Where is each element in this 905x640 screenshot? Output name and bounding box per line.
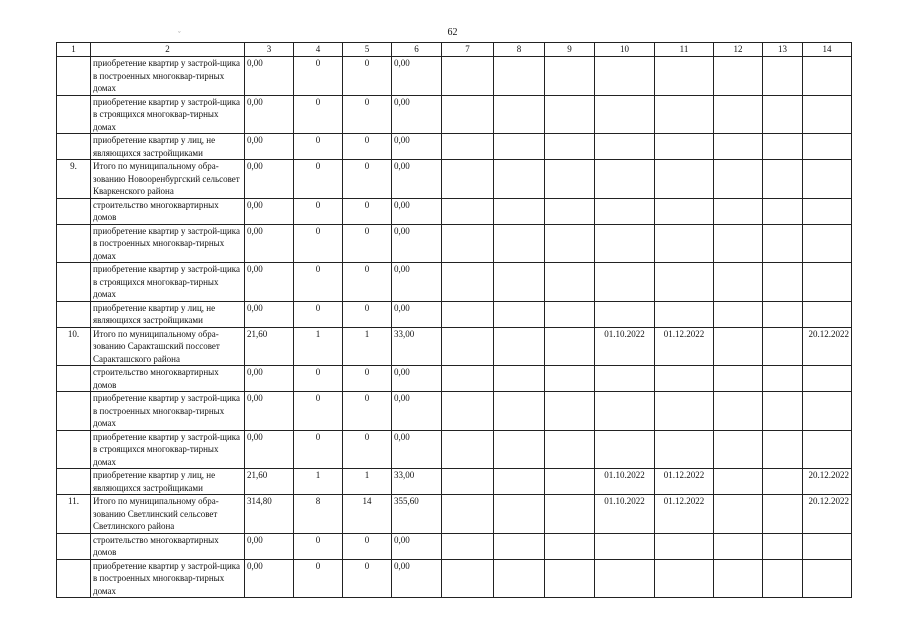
value-cell-7	[442, 57, 494, 96]
value-cell-9	[545, 134, 595, 160]
value-cell-4: 0	[294, 57, 343, 96]
value-cell-4: 0	[294, 392, 343, 431]
value-cell-10	[595, 392, 655, 431]
column-header-7: 7	[442, 43, 494, 57]
value-cell-13	[763, 301, 803, 327]
value-cell-9	[545, 495, 595, 534]
value-cell-13	[763, 134, 803, 160]
value-cell-6: 0,00	[392, 559, 442, 598]
value-cell-6: 0,00	[392, 198, 442, 224]
value-cell-4: 1	[294, 469, 343, 495]
row-number-cell	[57, 559, 91, 598]
value-cell-5: 0	[343, 224, 392, 263]
value-cell-7	[442, 301, 494, 327]
value-cell-4: 8	[294, 495, 343, 534]
value-cell-10	[595, 198, 655, 224]
value-cell-13	[763, 559, 803, 598]
value-cell-3: 0,00	[245, 95, 294, 134]
table-row	[57, 327, 852, 366]
value-cell-13	[763, 495, 803, 534]
value-cell-14	[803, 224, 852, 263]
value-cell-8	[494, 198, 545, 224]
value-cell-4: 0	[294, 95, 343, 134]
value-cell-13	[763, 533, 803, 559]
column-header-3: 3	[245, 43, 294, 57]
value-cell-11	[655, 366, 714, 392]
value-cell-12	[714, 495, 763, 534]
table-row	[57, 392, 852, 431]
value-cell-10	[595, 533, 655, 559]
table-row	[57, 495, 852, 534]
value-cell-6: 0,00	[392, 263, 442, 302]
value-cell-3: 0,00	[245, 301, 294, 327]
value-cell-11	[655, 224, 714, 263]
value-cell-3: 0,00	[245, 224, 294, 263]
value-cell-5: 0	[343, 430, 392, 469]
value-cell-5: 0	[343, 134, 392, 160]
value-cell-12	[714, 198, 763, 224]
table-row	[57, 469, 852, 495]
value-cell-14	[803, 533, 852, 559]
value-cell-13	[763, 469, 803, 495]
value-cell-13	[763, 160, 803, 199]
program-table	[56, 42, 852, 598]
value-cell-10	[595, 134, 655, 160]
value-cell-13	[763, 430, 803, 469]
value-cell-7	[442, 366, 494, 392]
value-cell-6: 0,00	[392, 57, 442, 96]
value-cell-4: 0	[294, 134, 343, 160]
value-cell-11: 01.12.2022	[655, 469, 714, 495]
value-cell-3: 0,00	[245, 134, 294, 160]
row-name-cell: строительство многоквартирных домов	[91, 533, 245, 559]
row-name-cell: строительство многоквартирных домов	[91, 366, 245, 392]
value-cell-13	[763, 198, 803, 224]
value-cell-10	[595, 301, 655, 327]
value-cell-5: 0	[343, 160, 392, 199]
table-row	[57, 134, 852, 160]
row-number-cell	[57, 430, 91, 469]
value-cell-12	[714, 533, 763, 559]
value-cell-8	[494, 57, 545, 96]
value-cell-6: 0,00	[392, 533, 442, 559]
table-row	[57, 198, 852, 224]
value-cell-5: 0	[343, 301, 392, 327]
value-cell-10: 01.10.2022	[595, 327, 655, 366]
value-cell-9	[545, 160, 595, 199]
value-cell-6: 0,00	[392, 160, 442, 199]
value-cell-12	[714, 263, 763, 302]
value-cell-7	[442, 392, 494, 431]
column-header-12: 12	[714, 43, 763, 57]
value-cell-11	[655, 392, 714, 431]
value-cell-3: 0,00	[245, 430, 294, 469]
value-cell-6: 0,00	[392, 430, 442, 469]
value-cell-3: 0,00	[245, 198, 294, 224]
row-name-cell: Итого по муниципальному обра-зованию Саракташский поссовет Саракташского района	[91, 327, 245, 366]
row-name-cell: приобретение квартир у застрой-щика в строящихся многоквар-тирных домах	[91, 263, 245, 302]
value-cell-9	[545, 198, 595, 224]
value-cell-14	[803, 430, 852, 469]
value-cell-12	[714, 327, 763, 366]
value-cell-9	[545, 430, 595, 469]
row-number-cell	[57, 301, 91, 327]
value-cell-8	[494, 327, 545, 366]
value-cell-8	[494, 533, 545, 559]
value-cell-5: 0	[343, 559, 392, 598]
value-cell-10	[595, 430, 655, 469]
value-cell-12	[714, 57, 763, 96]
value-cell-10: 01.10.2022	[595, 469, 655, 495]
value-cell-10	[595, 224, 655, 263]
value-cell-7	[442, 495, 494, 534]
row-number-cell: 9.	[57, 160, 91, 199]
value-cell-6: 33,00	[392, 469, 442, 495]
value-cell-14	[803, 198, 852, 224]
value-cell-10	[595, 366, 655, 392]
column-header-5: 5	[343, 43, 392, 57]
value-cell-6: 0,00	[392, 366, 442, 392]
value-cell-5: 14	[343, 495, 392, 534]
value-cell-14	[803, 134, 852, 160]
value-cell-7	[442, 559, 494, 598]
value-cell-12	[714, 134, 763, 160]
column-header-11: 11	[655, 43, 714, 57]
column-header-9: 9	[545, 43, 595, 57]
value-cell-14: 20.12.2022	[803, 469, 852, 495]
table-row	[57, 263, 852, 302]
value-cell-8	[494, 301, 545, 327]
value-cell-14	[803, 57, 852, 96]
column-header-13: 13	[763, 43, 803, 57]
value-cell-5: 0	[343, 57, 392, 96]
value-cell-13	[763, 57, 803, 96]
value-cell-13	[763, 263, 803, 302]
value-cell-5: 0	[343, 392, 392, 431]
value-cell-11	[655, 57, 714, 96]
value-cell-7	[442, 160, 494, 199]
value-cell-11	[655, 160, 714, 199]
value-cell-9	[545, 263, 595, 302]
row-number-cell	[57, 198, 91, 224]
row-number-cell	[57, 224, 91, 263]
value-cell-14	[803, 160, 852, 199]
value-cell-9	[545, 559, 595, 598]
value-cell-11	[655, 95, 714, 134]
value-cell-3: 0,00	[245, 559, 294, 598]
value-cell-10: 01.10.2022	[595, 495, 655, 534]
value-cell-14: 20.12.2022	[803, 495, 852, 534]
value-cell-7	[442, 430, 494, 469]
column-header-6: 6	[392, 43, 442, 57]
table-row	[57, 559, 852, 598]
value-cell-7	[442, 533, 494, 559]
column-header-10: 10	[595, 43, 655, 57]
value-cell-3: 0,00	[245, 392, 294, 431]
table-row	[57, 366, 852, 392]
value-cell-3: 21,60	[245, 327, 294, 366]
column-number-row	[57, 43, 852, 57]
value-cell-3: 0,00	[245, 160, 294, 199]
table-row	[57, 160, 852, 199]
value-cell-7	[442, 469, 494, 495]
value-cell-11	[655, 533, 714, 559]
row-name-cell: приобретение квартир у лиц, не являющихся застройщиками	[91, 301, 245, 327]
value-cell-8	[494, 495, 545, 534]
value-cell-9	[545, 224, 595, 263]
value-cell-13	[763, 95, 803, 134]
value-cell-3: 0,00	[245, 263, 294, 302]
value-cell-4: 0	[294, 263, 343, 302]
row-name-cell: приобретение квартир у застрой-щика в построенных многоквар-тирных домах	[91, 57, 245, 96]
column-header-8: 8	[494, 43, 545, 57]
column-header-4: 4	[294, 43, 343, 57]
value-cell-4: 0	[294, 366, 343, 392]
value-cell-12	[714, 160, 763, 199]
row-number-cell	[57, 366, 91, 392]
row-name-cell: приобретение квартир у застрой-щика в построенных многоквар-тирных домах	[91, 224, 245, 263]
value-cell-8	[494, 469, 545, 495]
column-header-1: 1	[57, 43, 91, 57]
value-cell-9	[545, 327, 595, 366]
value-cell-11	[655, 198, 714, 224]
value-cell-6: 355,60	[392, 495, 442, 534]
value-cell-14	[803, 301, 852, 327]
value-cell-5: 0	[343, 198, 392, 224]
value-cell-14: 20.12.2022	[803, 327, 852, 366]
value-cell-11	[655, 263, 714, 302]
value-cell-10	[595, 160, 655, 199]
table-row	[57, 224, 852, 263]
value-cell-8	[494, 95, 545, 134]
row-name-cell: приобретение квартир у застрой-щика в строящихся многоквар-тирных домах	[91, 430, 245, 469]
value-cell-5: 0	[343, 263, 392, 302]
table-row	[57, 57, 852, 96]
value-cell-13	[763, 224, 803, 263]
row-name-cell: Итого по муниципальному обра-зованию Новооренбургский сельсовет Кваркенского района	[91, 160, 245, 199]
value-cell-12	[714, 469, 763, 495]
value-cell-5: 0	[343, 533, 392, 559]
value-cell-6: 0,00	[392, 95, 442, 134]
value-cell-11	[655, 430, 714, 469]
row-name-cell: приобретение квартир у лиц, не являющихся застройщиками	[91, 134, 245, 160]
value-cell-7	[442, 134, 494, 160]
value-cell-6: 33,00	[392, 327, 442, 366]
value-cell-8	[494, 160, 545, 199]
row-number-cell	[57, 57, 91, 96]
value-cell-8	[494, 263, 545, 302]
value-cell-4: 0	[294, 301, 343, 327]
value-cell-12	[714, 430, 763, 469]
value-cell-8	[494, 134, 545, 160]
value-cell-3: 314,80	[245, 495, 294, 534]
value-cell-10	[595, 95, 655, 134]
value-cell-9	[545, 57, 595, 96]
value-cell-4: 0	[294, 224, 343, 263]
row-number-cell	[57, 533, 91, 559]
row-name-cell: приобретение квартир у застрой-щика в построенных многоквар-тирных домах	[91, 392, 245, 431]
value-cell-10	[595, 559, 655, 598]
value-cell-4: 0	[294, 160, 343, 199]
value-cell-6: 0,00	[392, 392, 442, 431]
value-cell-11	[655, 559, 714, 598]
value-cell-13	[763, 327, 803, 366]
value-cell-12	[714, 301, 763, 327]
value-cell-6: 0,00	[392, 134, 442, 160]
value-cell-8	[494, 224, 545, 263]
value-cell-11	[655, 134, 714, 160]
page-number: 62	[447, 27, 458, 38]
table-row	[57, 430, 852, 469]
value-cell-5: 0	[343, 95, 392, 134]
column-header-2: 2	[91, 43, 245, 57]
row-name-cell: строительство многоквартирных домов	[91, 198, 245, 224]
column-header-14: 14	[803, 43, 852, 57]
value-cell-10	[595, 57, 655, 96]
value-cell-4: 0	[294, 430, 343, 469]
value-cell-4: 1	[294, 327, 343, 366]
value-cell-8	[494, 559, 545, 598]
row-number-cell	[57, 263, 91, 302]
row-name-cell: приобретение квартир у застрой-щика в строящихся многоквар-тирных домах	[91, 95, 245, 134]
row-number-cell: 10.	[57, 327, 91, 366]
value-cell-9	[545, 469, 595, 495]
row-name-cell: Итого по муниципальному обра-зованию Светлинский сельсовет Светлинского района	[91, 495, 245, 534]
value-cell-11	[655, 301, 714, 327]
row-number-cell	[57, 469, 91, 495]
value-cell-9	[545, 301, 595, 327]
table-row	[57, 95, 852, 134]
value-cell-10	[595, 263, 655, 302]
value-cell-7	[442, 263, 494, 302]
value-cell-12	[714, 95, 763, 134]
row-number-cell	[57, 392, 91, 431]
row-number-cell: 11.	[57, 495, 91, 534]
value-cell-14	[803, 559, 852, 598]
table-body	[57, 57, 852, 598]
value-cell-12	[714, 559, 763, 598]
value-cell-4: 0	[294, 533, 343, 559]
table-row	[57, 533, 852, 559]
value-cell-12	[714, 366, 763, 392]
value-cell-7	[442, 95, 494, 134]
value-cell-8	[494, 366, 545, 392]
row-name-cell: приобретение квартир у застрой-щика в построенных многоквар-тирных домах	[91, 559, 245, 598]
value-cell-3: 0,00	[245, 533, 294, 559]
value-cell-13	[763, 366, 803, 392]
value-cell-7	[442, 224, 494, 263]
value-cell-8	[494, 430, 545, 469]
value-cell-6: 0,00	[392, 224, 442, 263]
value-cell-9	[545, 366, 595, 392]
value-cell-12	[714, 392, 763, 431]
value-cell-14	[803, 392, 852, 431]
value-cell-8	[494, 392, 545, 431]
value-cell-5: 1	[343, 327, 392, 366]
value-cell-3: 0,00	[245, 366, 294, 392]
value-cell-7	[442, 327, 494, 366]
row-number-cell	[57, 95, 91, 134]
scan-mark: ˇ	[178, 30, 181, 39]
value-cell-4: 0	[294, 198, 343, 224]
value-cell-9	[545, 95, 595, 134]
value-cell-9	[545, 392, 595, 431]
value-cell-5: 0	[343, 366, 392, 392]
value-cell-14	[803, 95, 852, 134]
value-cell-7	[442, 198, 494, 224]
value-cell-13	[763, 392, 803, 431]
table-row	[57, 301, 852, 327]
value-cell-5: 1	[343, 469, 392, 495]
value-cell-14	[803, 366, 852, 392]
value-cell-4: 0	[294, 559, 343, 598]
value-cell-12	[714, 224, 763, 263]
value-cell-9	[545, 533, 595, 559]
value-cell-11: 01.12.2022	[655, 495, 714, 534]
row-number-cell	[57, 134, 91, 160]
value-cell-6: 0,00	[392, 301, 442, 327]
value-cell-3: 21,60	[245, 469, 294, 495]
value-cell-11: 01.12.2022	[655, 327, 714, 366]
value-cell-3: 0,00	[245, 57, 294, 96]
row-name-cell: приобретение квартир у лиц, не являющихся застройщиками	[91, 469, 245, 495]
value-cell-14	[803, 263, 852, 302]
